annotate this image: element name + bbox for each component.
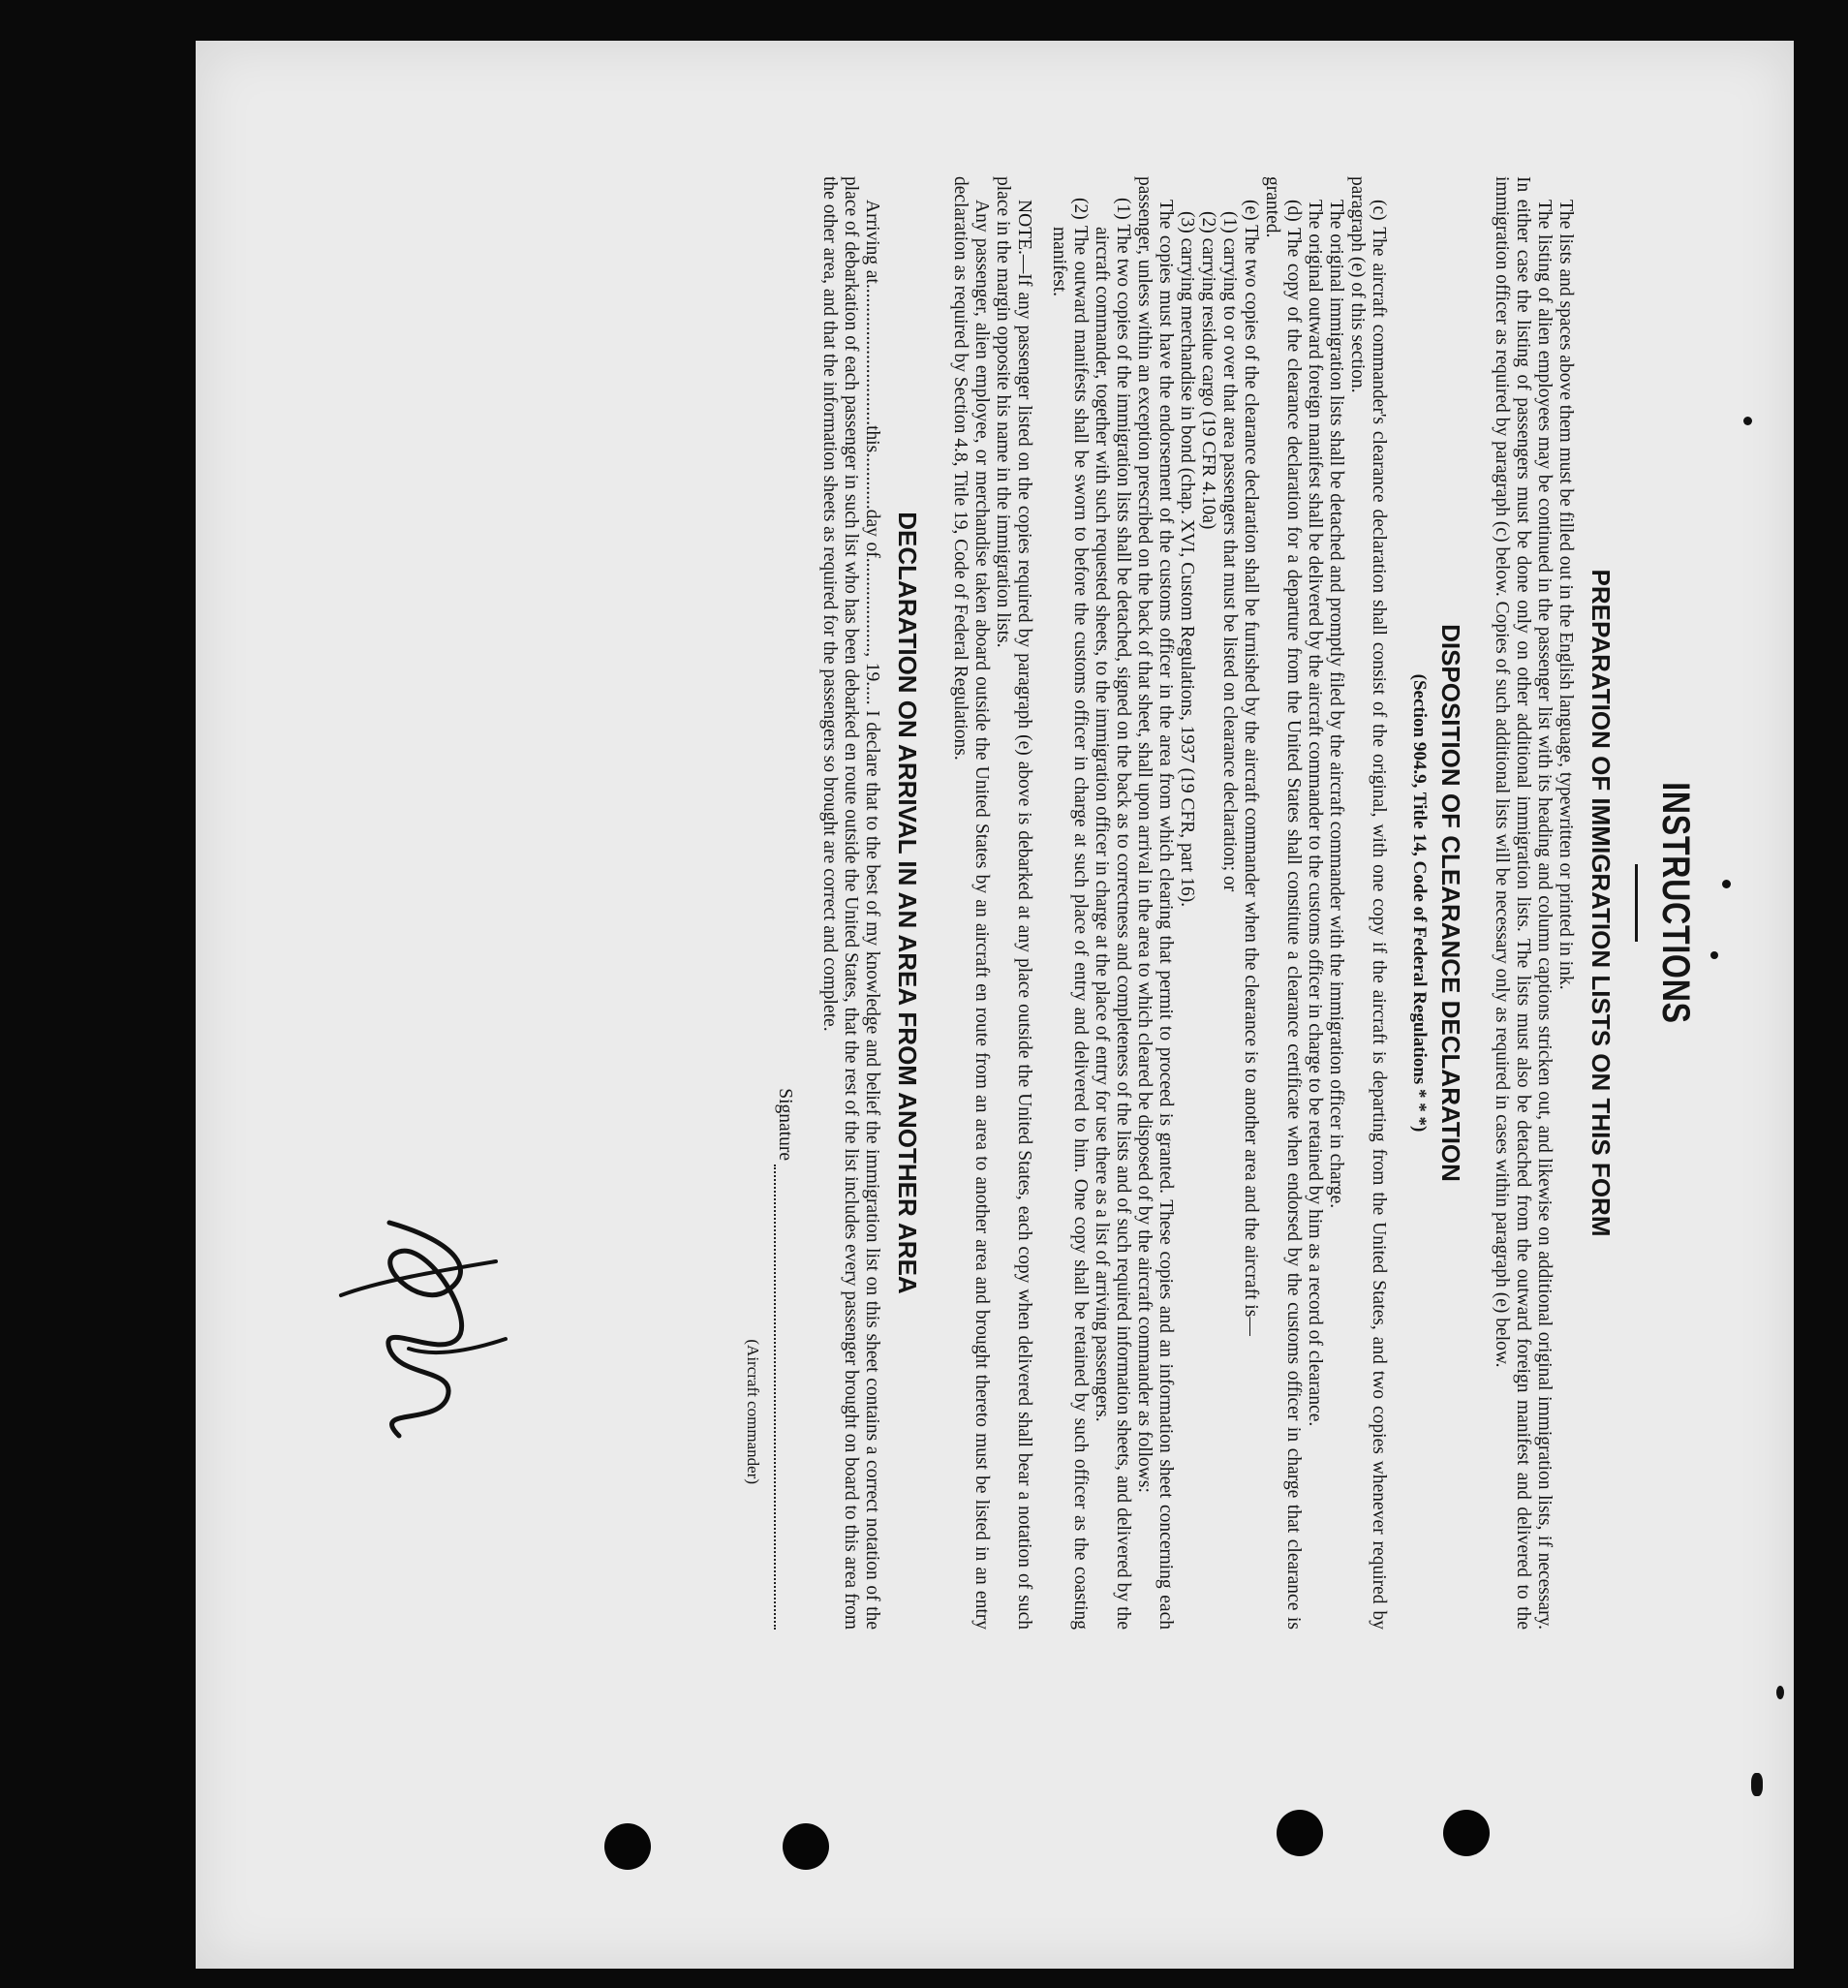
speck-mark	[1722, 880, 1731, 888]
paragraph-any-passenger: Any passenger, alien employee, or merchandise taken aboard outside the United States by an aircraft en route from an area to another area and brought thereto must be listed in an entry declaration as required by Section 4.8, Title 19, Code of Federal Regulations.	[950, 176, 992, 1630]
paragraph-lists-filled: The lists and spaces above them must be filled out in the English language, typewritten or printed in ink.	[1555, 200, 1576, 990]
paragraph-endorsement: The copies must have the endorsement of the customs officer in the area from which clearing that permit to proceed is granted. These copies and an information sheet concerning each passenger, unless within an exception prescribed on the back of that sheet, shall upon arrival in the area to which cleared be disposed of by the aircraft commander as follows:	[1134, 176, 1176, 1630]
signature-line	[774, 1165, 795, 1630]
paragraph-c-manifest: The original outward foreign manifest shall be delivered by the aircraft commander to the customs officer in charge to be retained by him as a record of clearance.	[1305, 200, 1325, 1427]
instructions-content	[360, 176, 1697, 1630]
signature-label: Signature	[775, 1088, 795, 1161]
page-title: INSTRUCTIONS	[1654, 782, 1697, 1024]
punch-hole	[783, 1823, 829, 1870]
paragraph-e: (e) The two copies of the clearance declaration shall be furnished by the aircraft commander when the clearance is to another area and the aircraft is—	[1241, 200, 1261, 1336]
paragraph-disposal-2: (2) The outward manifests shall be sworn to before the customs officer in charge at such place of entry and delivered to him. One copy shall be retained by such officer as the coasting manifest.	[1049, 198, 1091, 1630]
signature-caption: (Aircraft commander)	[744, 1339, 762, 1484]
punch-hole	[604, 1823, 651, 1870]
paragraph-e-item-1: (1) carrying to or over that area passengers that must be listed on clearance declaration; or	[1219, 211, 1240, 892]
section-heading-declaration: DECLARATION ON ARRIVAL IN AN AREA FROM ANOTHER AREA	[893, 512, 922, 1294]
speck-mark	[1743, 417, 1752, 425]
speck-mark	[1776, 1686, 1784, 1699]
section-heading-preparation: PREPARATION OF IMMIGRATION LISTS ON THIS FORM	[1586, 569, 1616, 1237]
paragraph-e-item-2: (2) carrying residue cargo (19 CFR 4.10a)	[1198, 211, 1218, 530]
paragraph-d: (d) The copy of the clearance declaration for a departure from the United States shall constitute a clearance certificate when endorsed by the customs officer in charge that clearance is granted.	[1262, 176, 1304, 1630]
paragraph-disposal-1: (1) The two copies of the immigration lists shall be detached, signed on the back as to correctness and completeness of the lists and of such required information sheets, and delivered by the aircraft commander, together with such requested sheets, to the immigration officer in charge at the place of entry for use there as a list of arriving passengers.	[1092, 198, 1133, 1630]
paragraph-c: (c) The aircraft commander's clearance declaration shall consist of the original, with one copy if the aircraft is departing from the United States, and two copies whenever required by paragraph (e) of this section.	[1347, 176, 1389, 1630]
signature-row	[774, 176, 795, 1630]
punch-hole	[1443, 1810, 1490, 1856]
paragraph-alien-employees: The listing of alien employees may be continued in the passenger list with its heading and column captions stricken out, and likewise on additional original immigration lists, if necessary. In either case the listing of passengers must be done only on other additional immigration lists. The lists must also be detached from the outward foreign manifest and delivered to the immigration officer as required by paragraph (c) below. Copies of such additional lists will be necessary only as required in cases within paragraph (e) below.	[1492, 176, 1555, 1630]
speck-mark	[1710, 951, 1718, 959]
title-divider	[1635, 864, 1638, 942]
punch-hole	[1277, 1810, 1323, 1856]
paragraph-c-immigration: The original immigration lists shall be detached and promptly filed by the aircraft commander with the immigration officer in charge.	[1326, 200, 1346, 1209]
speck-mark	[1751, 1773, 1763, 1796]
regulation-citation: (Section 904.9, Title 14, Code of Federal Regulations * * *)	[1409, 673, 1430, 1133]
paragraph-e-item-3: (3) carrying merchandise in bond (chap. XVI, Custom Regulations, 1937 (19 CFR, part 16).	[1177, 211, 1197, 908]
section-heading-disposition: DISPOSITION OF CLEARANCE DECLARATION	[1436, 624, 1465, 1182]
paragraph-declaration: Arriving at..............................this............day of...................., 19..... I declare that to the best of my knowledge and belief the immigration list on this sheet contains a correct notation of the place of debarkation of each passenger in such list who has been debarked en route outside the United States, that the rest of the list includes every passenger brought on board to this area from the other area, and that the information sheets as required for the passengers so brought are correct and complete.	[819, 176, 882, 1630]
paragraph-note: NOTE.—If any passenger listed on the copies required by paragraph (e) above is debarked at any place outside the United States, each copy when delivered shall bear a notation of such place in the margin opposite his name in the immigration lists.	[993, 176, 1034, 1630]
handwritten-signature	[331, 1203, 515, 1455]
